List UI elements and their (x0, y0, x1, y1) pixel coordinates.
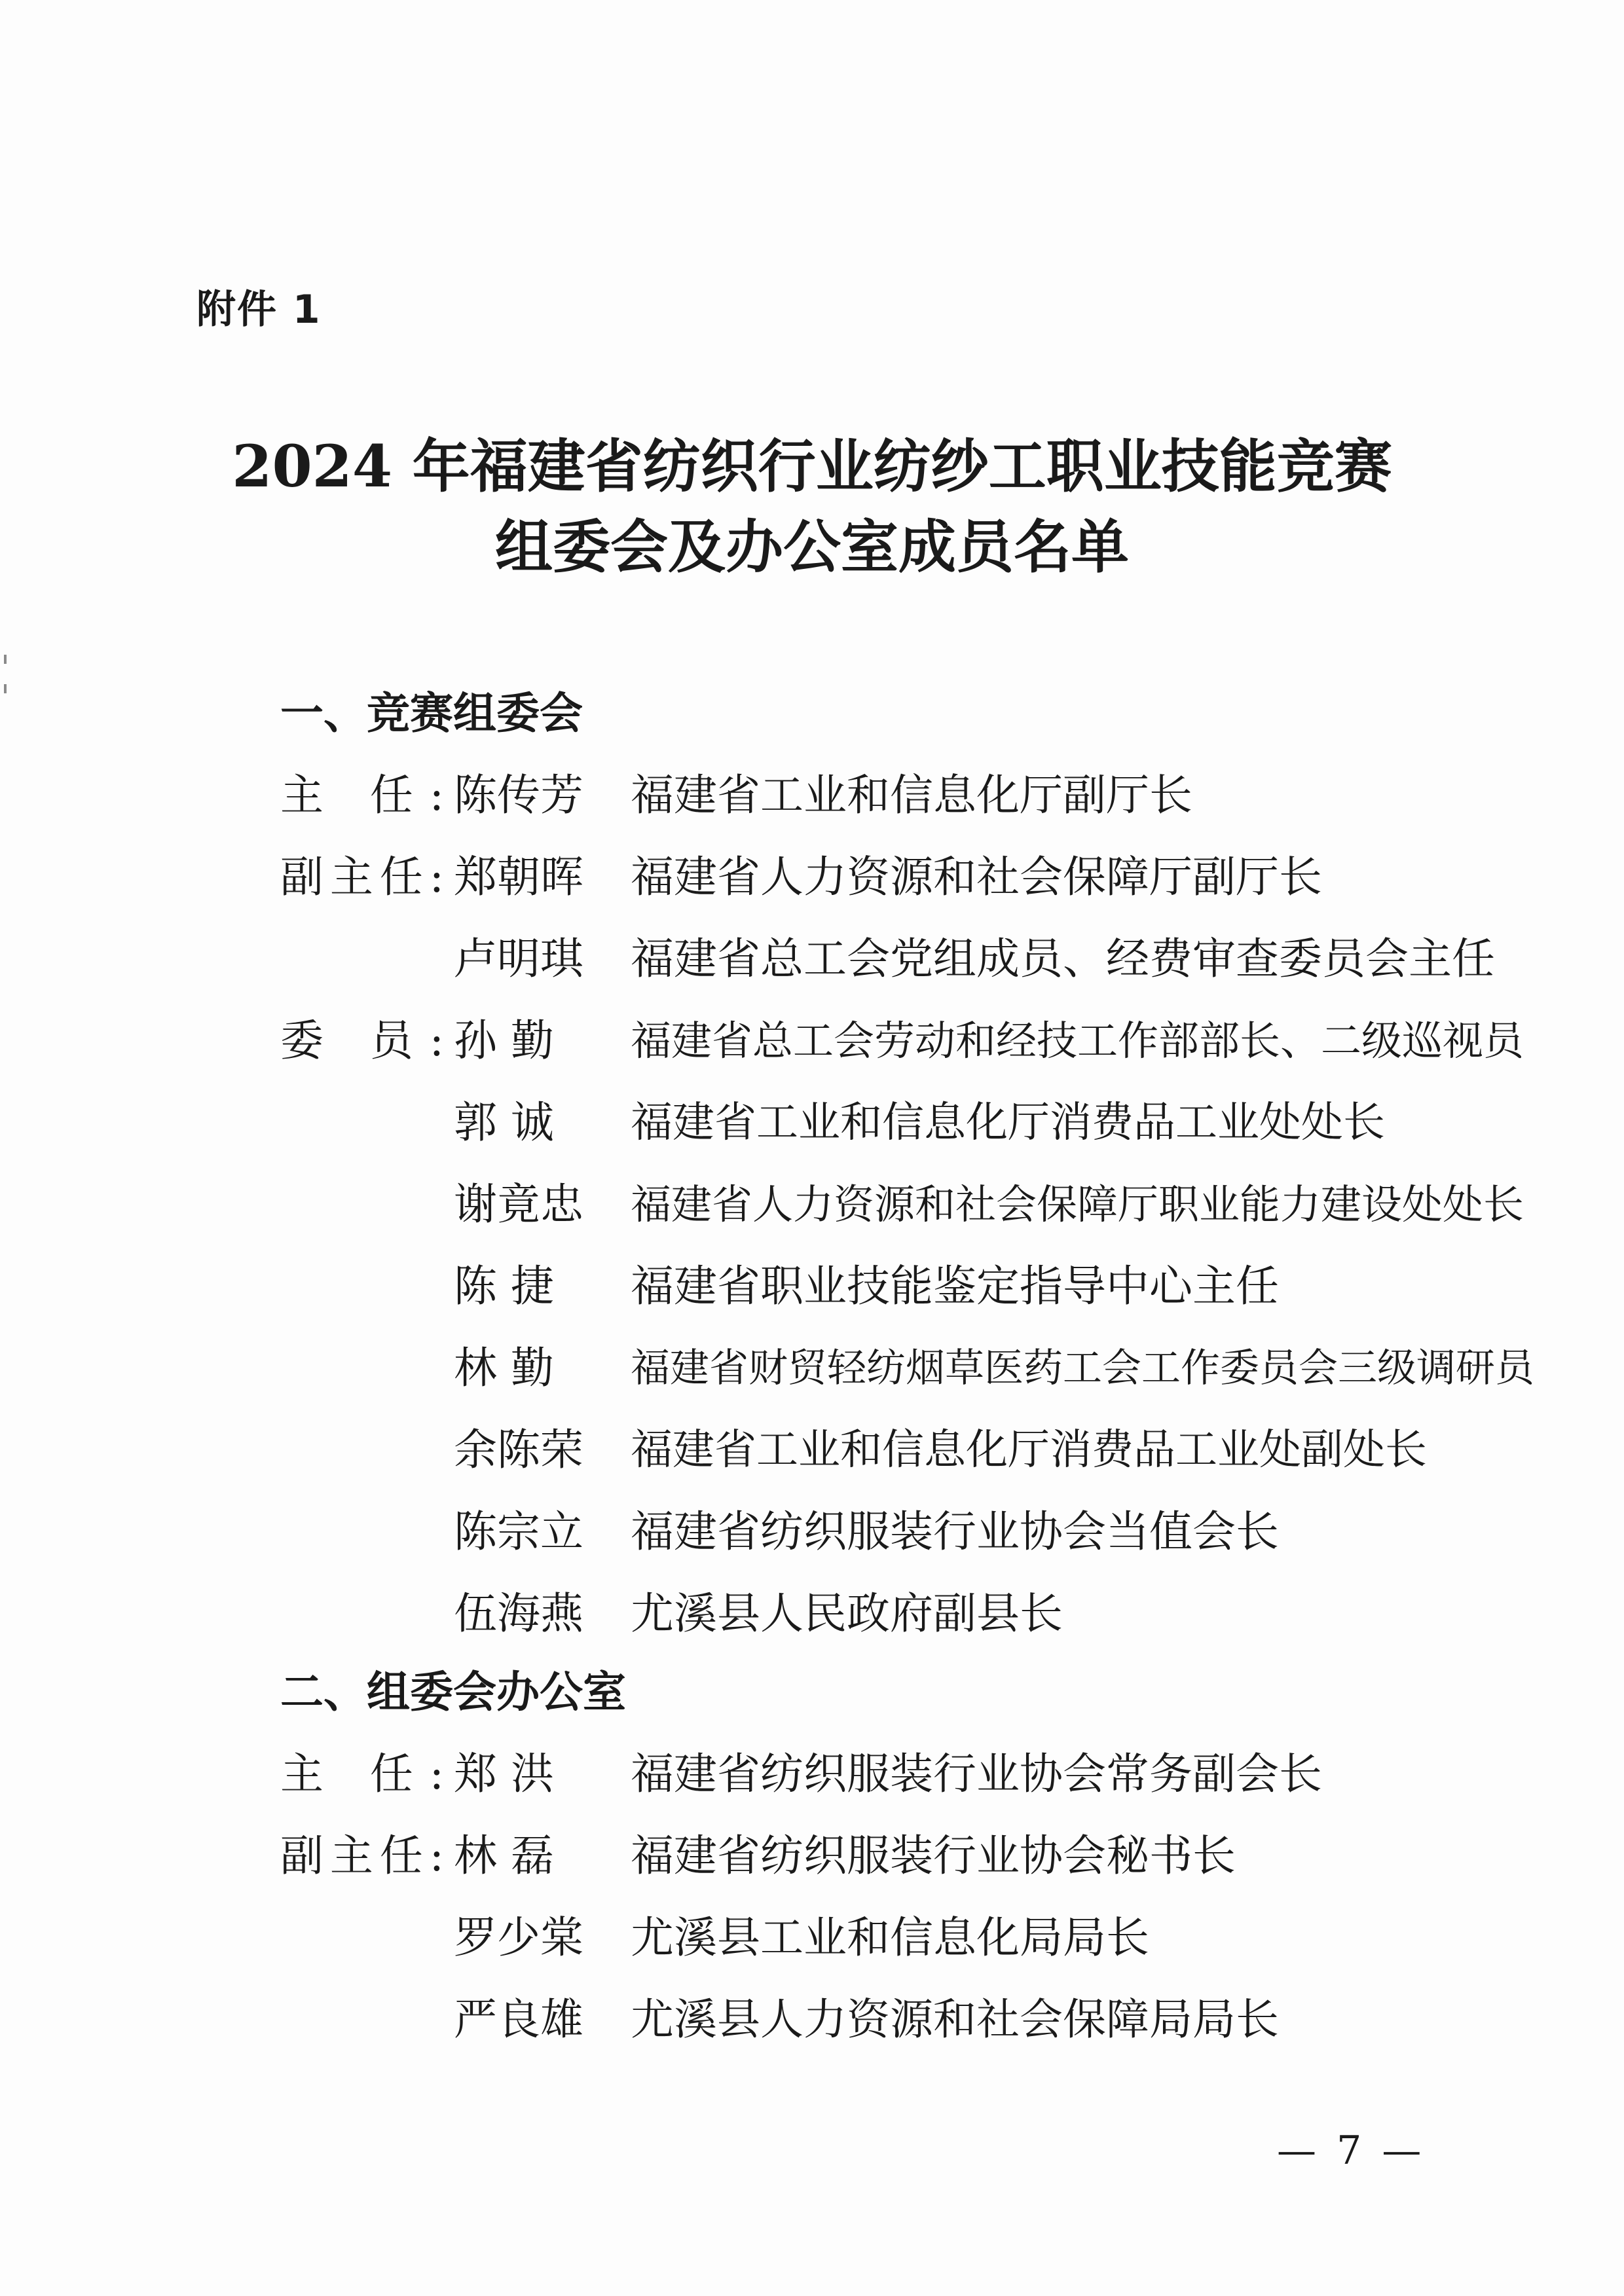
member-name: 郭 诚 (454, 1097, 554, 1148)
attachment-label: 附件 1 (196, 287, 322, 333)
member-position: 福建省职业技能鉴定指导中心主任 (631, 1261, 1279, 1311)
member-name: 郑 洪 (454, 1749, 554, 1799)
page-number: — 7 — (1277, 2128, 1426, 2174)
member-name: 林 磊 (454, 1831, 554, 1881)
section-heading-office: 二、组委会办公室 (280, 1667, 626, 1717)
member-position: 福建省人力资源和社会保障厅副厅长 (631, 852, 1322, 902)
member-role: 主 任: (280, 1749, 444, 1799)
member-position: 福建省总工会党组成员、经费审查委员会主任 (631, 934, 1495, 984)
member-name: 郑朝晖 (454, 852, 583, 902)
member-position: 福建省工业和信息化厅消费品工业处副处长 (631, 1426, 1427, 1474)
member-position: 福建省人力资源和社会保障厅职业能力建设处处长 (631, 1180, 1524, 1228)
member-name: 陈宗立 (454, 1506, 583, 1557)
member-position: 福建省工业和信息化厅副厅长 (631, 770, 1192, 820)
member-position: 福建省总工会劳动和经技工作部部长、二级巡视员 (631, 1017, 1524, 1065)
member-name: 卢明琪 (454, 934, 583, 984)
member-role: 委 员: (280, 1015, 444, 1066)
section-heading-committee: 一、竞赛组委会 (280, 688, 583, 738)
member-name: 陈传芳 (454, 770, 583, 820)
member-position: 福建省纺织服装行业协会常务副会长 (631, 1749, 1322, 1799)
member-name: 伍海燕 (454, 1588, 583, 1639)
member-name: 严良雄 (454, 1994, 583, 2045)
scan-edge-mark (4, 684, 7, 693)
member-name: 陈 捷 (454, 1261, 554, 1311)
document-title-line-2: 组委会及办公室成员名单 (494, 513, 1129, 581)
member-position: 福建省财贸轻纺烟草医药工会工作委员会三级调研员 (631, 1345, 1534, 1391)
member-position: 福建省工业和信息化厅消费品工业处处长 (631, 1099, 1385, 1147)
member-position: 福建省纺织服装行业协会当值会长 (631, 1506, 1279, 1557)
member-name: 余陈荣 (454, 1425, 583, 1475)
document-title-line-1: 2024 年福建省纺织行业纺纱工职业技能竞赛 (232, 432, 1392, 500)
member-role: 副主任: (280, 852, 444, 902)
member-role: 副主任: (280, 1831, 444, 1881)
member-name: 谢竟忠 (454, 1179, 583, 1230)
scan-edge-mark (4, 655, 7, 664)
member-name: 孙 勤 (454, 1015, 554, 1066)
member-position: 尤溪县人力资源和社会保障局局长 (631, 1994, 1279, 2045)
member-position: 福建省纺织服装行业协会秘书长 (631, 1831, 1236, 1881)
member-name: 罗少棠 (454, 1912, 583, 1963)
member-name: 林 勤 (454, 1343, 554, 1393)
member-position: 尤溪县人民政府副县长 (631, 1588, 1063, 1639)
member-position: 尤溪县工业和信息化局局长 (631, 1912, 1149, 1963)
member-role: 主 任: (280, 770, 444, 820)
